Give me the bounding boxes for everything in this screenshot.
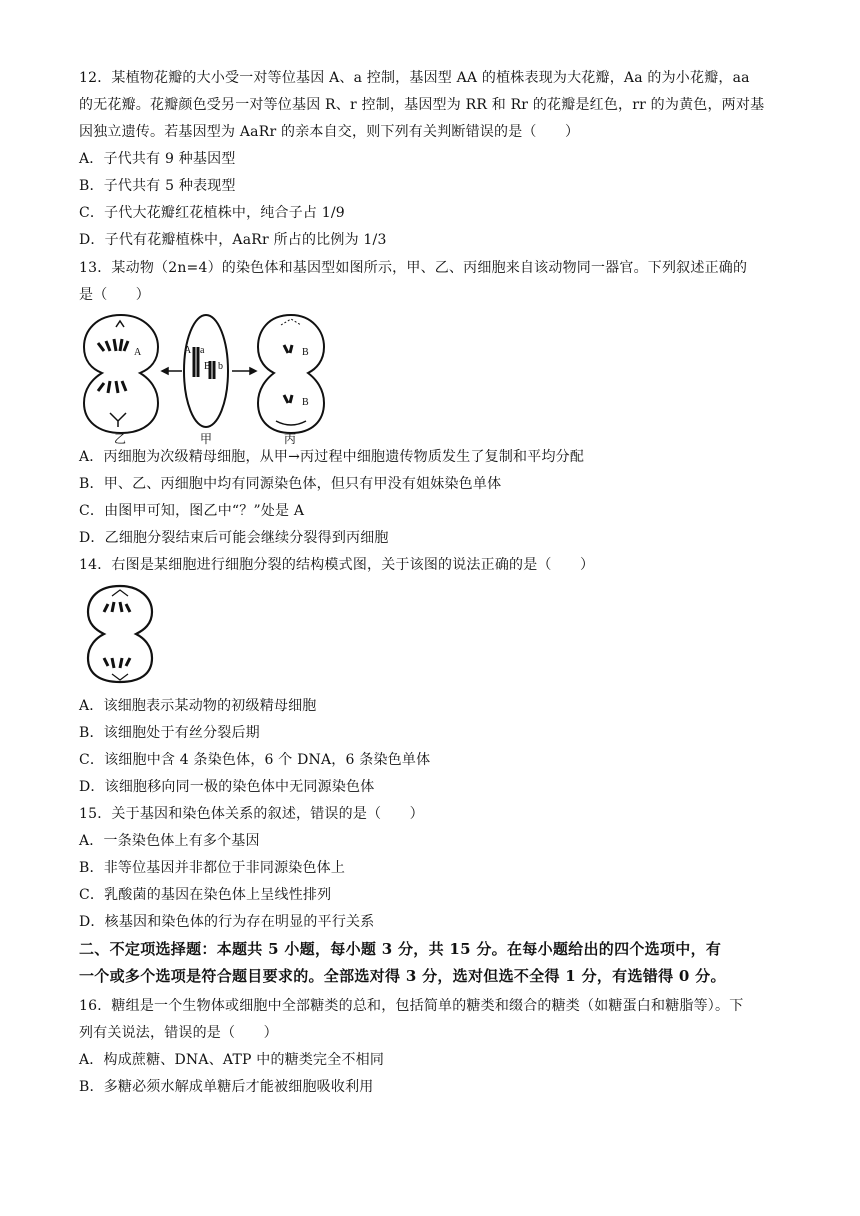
q16-option-a: A．构成蔗糖、DNA、ATP 中的糖类完全不相同 <box>79 1052 385 1068</box>
q15-option-d: D．核基因和染色体的行为存在明显的平行关系 <box>79 914 375 930</box>
section-2-heading-line-2: 一个或多个选项是符合题目要求的。全部选对得 3 分，选对但选不全得 1 分，有选错得 0 分。 <box>79 967 726 985</box>
gene-label-B-bing-bottom: B <box>302 397 309 408</box>
gene-label-B-jia: B <box>204 361 211 372</box>
gene-label-b-jia: b <box>218 361 223 372</box>
q13-option-a: A．丙细胞为次级精母细胞，从甲→丙过程中细胞遗传物质发生了复制和平均分配 <box>79 449 585 465</box>
cell-label-yi: 乙 <box>114 432 127 445</box>
cell-label-bing: 丙 <box>284 432 297 445</box>
q14-option-a: A．该细胞表示某动物的初级精母细胞 <box>79 698 317 714</box>
q14-option-c: C．该细胞中含 4 条染色体，6 个 DNA，6 条染色单体 <box>79 752 431 768</box>
gene-label-A-jia: A <box>184 345 192 356</box>
gene-label-B-bing-top: B <box>302 347 309 358</box>
q13-option-c: C．由图甲可知，图乙中“？”处是 A <box>79 503 305 519</box>
q16-stem-line-1: 16．糖组是一个生物体或细胞中全部糖类的总和，包括简单的糖类和缀合的糖类（如糖蛋白和糖脂等）。下 <box>79 998 744 1014</box>
q12-stem-line-2: 的无花瓣。花瓣颜色受另一对等位基因 R、r 控制，基因型为 RR 和 Rr 的花瓣是红色，rr 的为黄色，两对基 <box>79 97 765 113</box>
cell-label-jia: 甲 <box>200 432 213 445</box>
arrow-left <box>162 368 182 374</box>
q13-stem-line-1: 13．某动物（2n=4）的染色体和基因型如图所示，甲、乙、丙细胞来自该动物同一器官。下列叙述正确的 <box>79 260 748 276</box>
q14-cell-figure <box>82 582 158 686</box>
cell-yi-drawing <box>84 315 158 433</box>
q12-stem-line-3: 因独立遗传。若基因型为 AaRr 的亲本自交，则下列有关判断错误的是（ ） <box>79 124 580 140</box>
q14-option-d: D．该细胞移向同一极的染色体中无同源染色体 <box>79 779 375 795</box>
q13-option-b: B．甲、乙、丙细胞中均有同源染色体，但只有甲没有姐妹染色单体 <box>79 476 502 492</box>
q12-option-c: C．子代大花瓣红花植株中，纯合子占 1/9 <box>79 205 345 221</box>
q12-option-b: B．子代共有 5 种表现型 <box>79 178 236 194</box>
q13-option-d: D．乙细胞分裂结束后可能会继续分裂得到丙细胞 <box>79 530 389 546</box>
q14-stem-line-1: 14．右图是某细胞进行细胞分裂的结构模式图，关于该图的说法正确的是（ ） <box>79 557 595 573</box>
q13-stem-line-2: 是（ ） <box>79 287 150 303</box>
q14-option-b: B．该细胞处于有丝分裂后期 <box>79 725 260 741</box>
q15-option-c: C．乳酸菌的基因在染色体上呈线性排列 <box>79 887 332 903</box>
section-2-heading-line-1: 二、不定项选择题：本题共 5 小题，每小题 3 分，共 15 分。在每小题给出的四个选项中，有 <box>79 940 722 958</box>
gene-label-A-yi: A <box>134 347 142 358</box>
q13-cell-figure <box>76 309 336 445</box>
q16-stem-line-2: 列有关说法，错误的是（ ） <box>79 1025 278 1041</box>
q15-option-b: B．非等位基因并非都位于非同源染色体上 <box>79 860 346 876</box>
q12-stem-line-1: 12．某植物花瓣的大小受一对等位基因 A、a 控制，基因型 AA 的植株表现为大花瓣，Aa 的为小花瓣，aa <box>79 70 750 86</box>
q12-option-a: A．子代共有 9 种基因型 <box>79 151 236 167</box>
q12-option-d: D．子代有花瓣植株中，AaRr 所占的比例为 1/3 <box>79 232 387 248</box>
gene-label-a-jia: a <box>200 345 205 356</box>
q16-option-b: B．多糖必须水解成单糖后才能被细胞吸收利用 <box>79 1079 374 1095</box>
cell-bing-drawing <box>258 315 324 433</box>
q15-option-a: A．一条染色体上有多个基因 <box>79 833 260 849</box>
q15-stem-line-1: 15．关于基因和染色体关系的叙述，错误的是（ ） <box>79 806 424 822</box>
arrow-right <box>232 368 256 374</box>
